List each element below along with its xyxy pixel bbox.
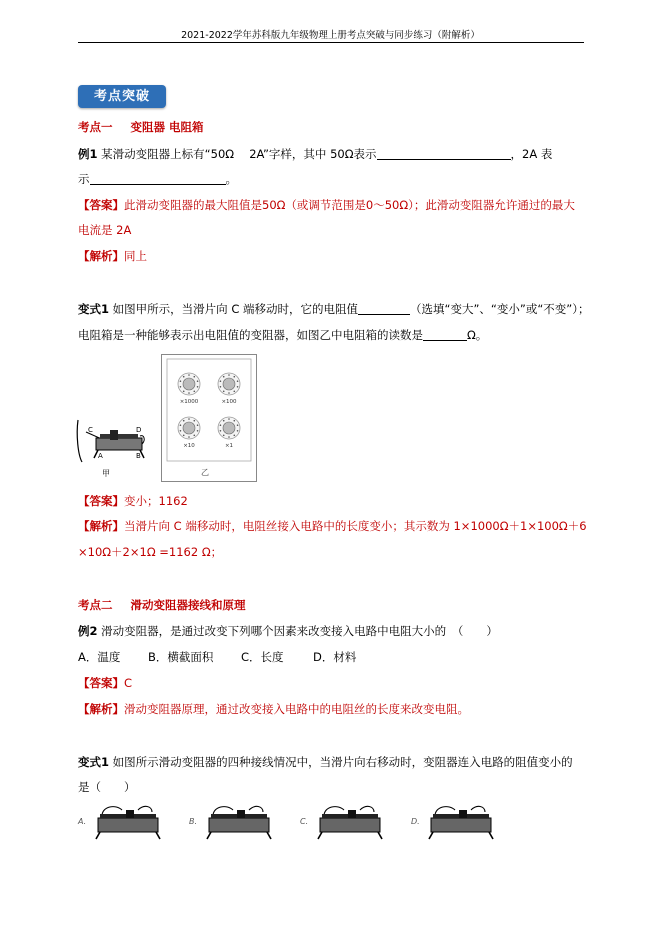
dial-label: ×1000 <box>179 399 199 405</box>
var1-text-d: Ω。 <box>467 328 488 342</box>
wire <box>249 806 263 812</box>
rheostat-option-a[interactable] <box>78 802 178 842</box>
label-a: A <box>98 452 103 460</box>
dial-tick <box>188 418 190 420</box>
leg <box>489 832 493 839</box>
rheostat-drawing <box>314 802 392 842</box>
ex2-analysis-tag: 【解析】 <box>78 702 124 716</box>
rheostat-drawing <box>425 802 503 842</box>
var1-blank-2[interactable] <box>423 328 467 341</box>
rheostat-option-c[interactable] <box>300 802 400 842</box>
ex2-answer-text: C <box>124 676 133 690</box>
topic1-num: 考点一 <box>78 120 113 134</box>
ex1-text-d: 。 <box>225 172 237 186</box>
dial-tick <box>228 436 230 438</box>
topic2-heading <box>78 597 246 613</box>
dial-tick <box>220 424 222 426</box>
dial-tick <box>220 386 222 388</box>
var1-text-a: 如图甲所示，当滑片向 C 端移动时，它的电阻值 <box>109 302 359 316</box>
topic1-title: 变阻器 电阻箱 <box>130 120 204 134</box>
var1-analysis-tag: 【解析】 <box>78 519 124 533</box>
dial-tick <box>237 386 239 388</box>
var1-line1 <box>78 301 590 317</box>
dial-tick <box>228 418 230 420</box>
coil <box>431 818 491 832</box>
var1-label: 变式1 <box>78 302 110 316</box>
dial-tick <box>220 380 222 382</box>
dial-tick <box>188 374 190 376</box>
topic1-heading <box>78 119 204 135</box>
ex2-analysis-text: 滑动变阻器原理，通过改变接入电路中的电阻丝的长度来改变电阻。 <box>124 702 469 716</box>
dial-tick <box>233 390 235 392</box>
dial-tick <box>228 392 230 394</box>
t2-var1-line1 <box>78 754 573 770</box>
var1-analysis-text1: 当滑片向 C 端移动时，电阻丝接入电路中的长度变小；其示数为 1×1000Ω＋1×100Ω＋6 <box>124 519 587 533</box>
ex2-question-text: 滑动变阻器，是通过改变下列哪个因素来改变接入电路中电阻大小的 （ ） <box>97 624 498 638</box>
ex1-blank-1[interactable] <box>377 147 511 160</box>
var1-line2 <box>78 327 487 343</box>
leg <box>267 832 271 839</box>
rheostat-option-label: C. <box>300 817 309 826</box>
box-panel <box>167 359 251 461</box>
topic2-num: 考点二 <box>78 598 113 612</box>
dial-tick <box>183 434 185 436</box>
dial-tick <box>183 420 185 422</box>
ex2-label: 例2 <box>78 624 98 638</box>
label-c: C <box>88 426 93 434</box>
ex1-line1 <box>78 146 552 162</box>
t2-var1-line2: 是（ ） <box>78 780 136 794</box>
var1-answer <box>78 493 188 509</box>
dial-tick <box>223 390 225 392</box>
var1-analysis-line2: ×10Ω＋2×1Ω =1162 Ω； <box>78 545 223 559</box>
dial-tick <box>197 430 199 432</box>
rheostat-drawing <box>203 802 281 842</box>
rheostat-figure-jia <box>74 410 154 480</box>
dial-tick <box>188 392 190 394</box>
dial-knob <box>183 422 195 434</box>
dial-label: ×1 <box>224 443 234 449</box>
page-header: 2021-2022学年苏科版九年级物理上册考点突破与同步练习（附解析） <box>181 30 480 41</box>
leg <box>207 832 211 839</box>
dial-tick <box>193 390 195 392</box>
dial-tick <box>228 374 230 376</box>
ex1-answer-line1 <box>78 197 575 213</box>
slider <box>348 810 356 818</box>
dial-tick <box>237 424 239 426</box>
ex1-answer-line2: 电流是 2A <box>78 223 132 237</box>
ex1-label: 例1 <box>78 147 98 161</box>
ex2-answer <box>78 675 132 691</box>
dial-tick <box>183 390 185 392</box>
label-b: B <box>136 452 141 460</box>
slide-bar <box>100 434 138 438</box>
dial-tick <box>180 386 182 388</box>
rheostat-option-d[interactable] <box>411 802 511 842</box>
ex2-question <box>78 623 498 639</box>
dial-tick <box>197 424 199 426</box>
slider <box>237 810 245 818</box>
ex1-answer-text1: 此滑动变阻器的最大阻值是50Ω（或调节范围是0～50Ω）；此滑动变阻器允许通过的最大 <box>124 198 575 212</box>
dial-knob <box>223 378 235 390</box>
dial-1 <box>178 373 200 405</box>
ex1-line2 <box>78 171 237 187</box>
ex1-analysis <box>78 248 147 264</box>
var1-text-c: 电阻箱是一种能够表示出电阻值的变阻器，如图乙中电阻箱的读数是 <box>78 328 423 342</box>
ex2-option-b[interactable]: B．横截面积 <box>148 650 214 664</box>
dial-tick <box>180 424 182 426</box>
label-yi: 乙 <box>201 468 209 477</box>
var1-blank-1[interactable] <box>358 302 410 315</box>
dial-tick <box>180 430 182 432</box>
dial-label: ×10 <box>183 443 195 449</box>
slider <box>110 430 118 440</box>
ex1-analysis-text: 同上 <box>124 249 147 263</box>
dial-knob <box>223 422 235 434</box>
dial-label: ×100 <box>221 399 237 405</box>
dial-tick <box>197 386 199 388</box>
rheostat-option-label: A. <box>78 817 87 826</box>
ex1-analysis-tag: 【解析】 <box>78 249 124 263</box>
dial-tick <box>237 430 239 432</box>
coil <box>96 438 142 450</box>
rheostat-option-b[interactable] <box>189 802 289 842</box>
ex1-blank-2[interactable] <box>90 172 226 185</box>
dial-tick <box>237 380 239 382</box>
ex2-option-d[interactable]: D．材料 <box>313 650 357 664</box>
rheostat-option-label: D. <box>411 817 420 826</box>
leg <box>156 832 160 839</box>
dial-tick <box>223 420 225 422</box>
ex1-answer-tag: 【答案】 <box>78 198 124 212</box>
t2-var1-label: 变式1 <box>78 755 110 769</box>
ex2-answer-tag: 【答案】 <box>78 676 124 690</box>
dial-knob <box>183 378 195 390</box>
ex2-option-c[interactable]: C．长度 <box>241 650 284 664</box>
var1-text-b: （选填“变大”、“变小”或“不变”）； <box>410 302 590 316</box>
label-d: D <box>136 426 142 434</box>
dial-tick <box>233 434 235 436</box>
ex2-options <box>78 649 356 665</box>
section-badge: 考点突破 <box>78 85 166 108</box>
ex1-text-b: ，2A 表 <box>510 147 553 161</box>
dial-tick <box>193 434 195 436</box>
leg <box>378 832 382 839</box>
dial-tick <box>193 420 195 422</box>
coil <box>320 818 380 832</box>
coil <box>209 818 269 832</box>
coil <box>98 818 158 832</box>
dial-tick <box>223 434 225 436</box>
header-divider <box>78 42 584 43</box>
label-jia: 甲 <box>102 469 110 478</box>
var1-answer-tag: 【答案】 <box>78 494 124 508</box>
slider <box>126 810 134 818</box>
dial-tick <box>233 376 235 378</box>
rheostat-drawing <box>92 802 170 842</box>
dial-tick <box>183 376 185 378</box>
rheostat-option-label: B. <box>189 817 198 826</box>
wire <box>360 806 374 812</box>
dial-tick <box>188 436 190 438</box>
leg <box>318 832 322 839</box>
var1-analysis-line1 <box>78 518 587 534</box>
leg <box>96 832 100 839</box>
ex2-option-a[interactable]: A．温度 <box>78 650 121 664</box>
topic2-title: 滑动变阻器接线和原理 <box>130 598 246 612</box>
wire <box>471 806 485 812</box>
slider <box>459 810 467 818</box>
dial-tick <box>233 420 235 422</box>
var1-answer-text: 变小；1162 <box>124 494 188 508</box>
ex1-text-a: 某滑动变阻器上标有“50Ω 2A”字样，其中 50Ω表示 <box>97 147 377 161</box>
ex1-text-c: 示 <box>78 172 90 186</box>
wire <box>138 806 152 812</box>
dial-tick <box>197 380 199 382</box>
dial-tick <box>223 376 225 378</box>
wire-left <box>77 420 82 462</box>
ex2-analysis <box>78 701 469 717</box>
t2-var1-text1: 如图所示滑动变阻器的四种接线情况中，当滑片向右移动时，变阻器连入电路的阻值变小的 <box>109 755 573 769</box>
leg <box>429 832 433 839</box>
dial-tick <box>180 380 182 382</box>
dial-tick <box>193 376 195 378</box>
resistance-box-figure-yi <box>161 354 257 482</box>
dial-tick <box>220 430 222 432</box>
